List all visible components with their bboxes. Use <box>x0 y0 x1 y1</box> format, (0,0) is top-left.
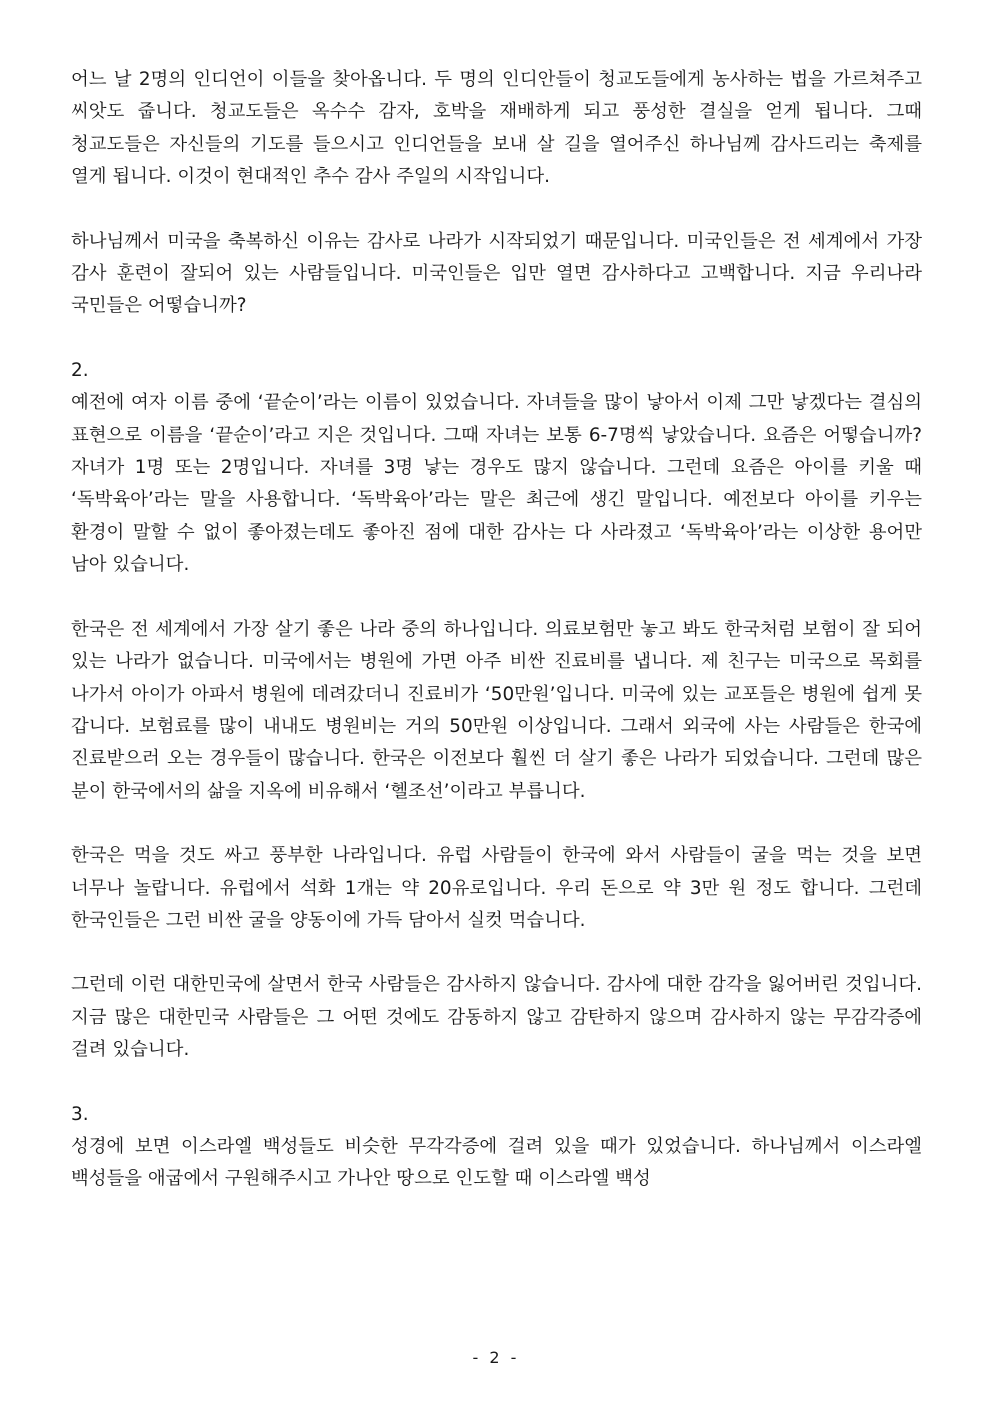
paragraph-israel: 성경에 보면 이스라엘 백성들도 비슷한 무각각증에 걸려 있을 때가 있었습니다. 하나님께서 이스라엘 백성들을 애굽에서 구원해주시고 가나안 땅으로 인도할 때 이스라엘 백성 <box>71 1135 922 1190</box>
paragraph-thanksgiving-origin: 어느 날 2명의 인디언이 이들을 찾아옵니다. 두 명의 인디안들이 청교도들에게 농사하는 법을 가르쳐주고 씨앗도 줍니다. 청교도들은 옥수수 감자, 호박을 재배하게 되고 풍성한 결실을 얻게 됩니다. 그때 청교도들은 자신들의 기도를 들으시고 인디언들을 보내 살 길을 열어주신 하나님께 감사드리는 축제를 열게 됩니다. 이것이 현대적인 추수 감사 주일의 시작입니다. <box>71 69 922 188</box>
paragraph-health-insurance: 한국은 전 세계에서 가장 살기 좋은 나라 중의 하나입니다. 의료보험만 놓고 봐도 한국처럼 보험이 잘 되어 있는 나라가 없습니다. 미국에서는 병원에 가면 아주 비싼 진료비를 냅니다. 제 친구는 미국으로 목회를 나가서 아이가 아파서 병원에 데려갔더니 진료비가 ‘50만원’입니다. 미국에 있는 교포들은 병원에 쉽게 못 갑니다. 보험료를 많이 내내도 병원비는 거의 50만원 이상입니다. 그래서 외국에 사는 사람들은 한국에 진료받으러 오는 경우들이 많습니다. 한국은 이전보다 훨씬 더 살기 좋은 나라가 되었습니다. 그런데 많은 분이 한국에서의 삶을 지옥에 비유해서 ‘헬조선’이라고 부릅니다. <box>71 618 922 802</box>
paragraph-numbness: 그런데 이런 대한민국에 살면서 한국 사람들은 감사하지 않습니다. 감사에 대한 감각을 잃어버린 것입니다. 지금 많은 대한민국 사람들은 그 어떤 것에도 감동하지 않고 감탄하지 않으며 감사하지 않는 무감각증에 걸려 있습니다. <box>71 974 922 1061</box>
section-number-3: 3. <box>71 1103 89 1125</box>
paragraph-kkeutsuni: 예전에 여자 이름 중에 ‘끝순이’라는 이름이 있었습니다. 자녀들을 많이 낳아서 이제 그만 낳겠다는 결심의 표현으로 이름을 ‘끝순이’라고 지은 것입니다. 그때 자녀는 보통 6-7명씩 낳았습니다. 요즘은 어떻습니까? 자녀가 1명 또는 2명입니다. 자녀를 3명 낳는 경우도 많지 않습니다. 그런데 요즘은 아이를 키울 때 ‘독박육아’라는 말을 사용합니다. ‘독박육아’라는 말은 최근에 생긴 말입니다. 예전보다 아이를 키우는 환경이 말할 수 없이 좋아졌는데도 좋아진 점에 대한 감사는 다 사라졌고 ‘독박육아’라는 이상한 용어만 남아 있습니다. <box>71 392 922 576</box>
page-number: - 2 - <box>472 1348 520 1367</box>
section-number-2: 2. <box>71 359 89 381</box>
document-body <box>71 64 922 1196</box>
paragraph-america-blessing: 하나님께서 미국을 축복하신 이유는 감사로 나라가 시작되었기 때문입니다. 미국인들은 전 세계에서 가장 감사 훈련이 잘되어 있는 사람들입니다. 미국인들은 입만 열면 감사하다고 고백합니다. 지금 우리나라 국민들은 어떻습니까? <box>71 230 922 317</box>
paragraph-oysters: 한국은 먹을 것도 싸고 풍부한 나라입니다. 유럽 사람들이 한국에 와서 사람들이 굴을 먹는 것을 보면 너무나 놀랍니다. 유럽에서 석화 1개는 약 20유로입니다. 우리 돈으로 약 3만 원 정도 합니다. 그런데 한국인들은 그런 비싼 굴을 양동이에 가득 담아서 실컷 먹습니다. <box>71 845 922 931</box>
